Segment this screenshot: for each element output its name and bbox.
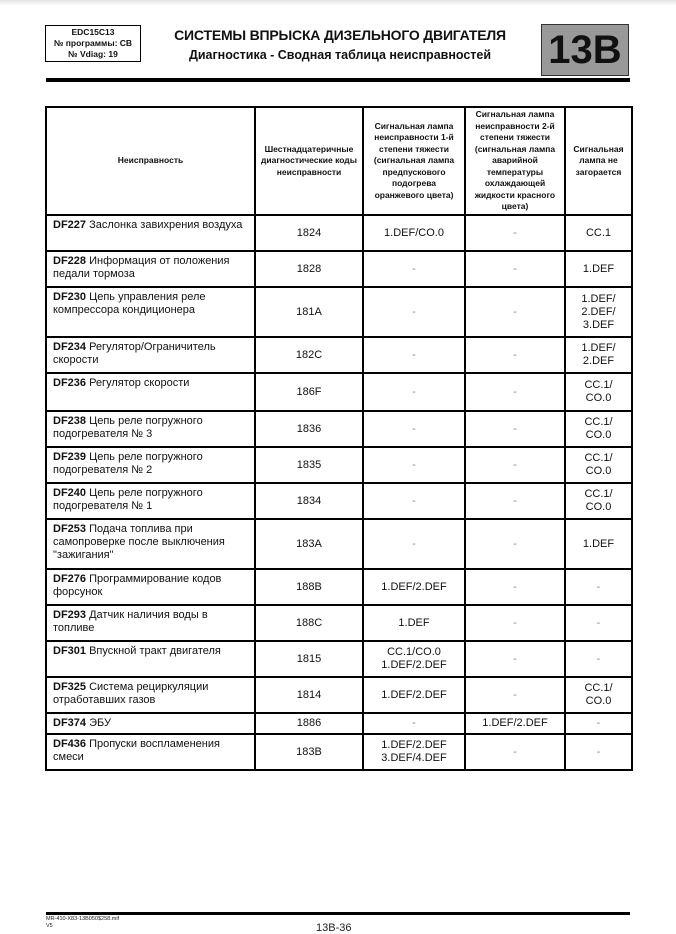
lamp-level2-cell: - bbox=[465, 641, 565, 677]
table-row bbox=[46, 215, 632, 251]
fault-summary-table bbox=[45, 106, 633, 771]
hex-code-cell: 1824 bbox=[255, 215, 363, 251]
no-lamp-cell: CC.1/ CO.0 bbox=[565, 677, 632, 713]
table-row bbox=[46, 251, 632, 287]
lamp-level1-cell: - bbox=[363, 373, 465, 411]
hex-code-cell: 182C bbox=[255, 337, 363, 373]
hex-code-cell: 1834 bbox=[255, 483, 363, 519]
lamp-level2-cell: - bbox=[465, 605, 565, 641]
fault-code: DF301 bbox=[53, 645, 87, 657]
lamp-level1-cell: - bbox=[363, 251, 465, 287]
lamp-level2-cell: 1.DEF/2.DEF bbox=[465, 713, 565, 734]
lamp-level1-cell: - bbox=[363, 447, 465, 483]
fault-code: DF228 bbox=[53, 255, 87, 267]
hex-code-cell: 1886 bbox=[255, 713, 363, 734]
header-divider bbox=[46, 78, 630, 82]
no-lamp-cell: CC.1/ CO.0 bbox=[565, 447, 632, 483]
lamp-level2-cell: - bbox=[465, 447, 565, 483]
hex-code-cell: 188B bbox=[255, 569, 363, 605]
fault-description: ЭБУ bbox=[86, 717, 111, 729]
fault-code: DF239 bbox=[53, 451, 87, 463]
table-row bbox=[46, 447, 632, 483]
lamp-level2-cell: - bbox=[465, 519, 565, 569]
no-lamp-cell: CC.1/ CO.0 bbox=[565, 373, 632, 411]
no-lamp-cell: - bbox=[565, 641, 632, 677]
no-lamp-cell: - bbox=[565, 605, 632, 641]
fault-cell bbox=[46, 677, 255, 713]
engine-label: EDC15C13 bbox=[71, 27, 115, 37]
fault-cell bbox=[46, 373, 255, 411]
hex-code-cell: 186F bbox=[255, 373, 363, 411]
lamp-level1-cell: - bbox=[363, 483, 465, 519]
lamp-level2-cell: - bbox=[465, 337, 565, 373]
table-row bbox=[46, 677, 632, 713]
lamp-level1-cell: - bbox=[363, 411, 465, 447]
fault-code: DF293 bbox=[53, 609, 87, 621]
table-row bbox=[46, 373, 632, 411]
fault-cell bbox=[46, 411, 255, 447]
no-lamp-cell: - bbox=[565, 713, 632, 734]
lamp-level2-cell: - bbox=[465, 677, 565, 713]
lamp-level1-cell: 1.DEF/CO.0 bbox=[363, 215, 465, 251]
table-row bbox=[46, 641, 632, 677]
fault-description: Цепь реле погружного подогревателя № 1 bbox=[53, 487, 203, 512]
program-number: № программы: CB bbox=[53, 38, 133, 48]
fault-description: Цепь реле погружного подогревателя № 2 bbox=[53, 451, 203, 476]
col-header-hex-code: Шестнадцатеричные диагностические коды неисправности bbox=[255, 107, 363, 215]
fault-code: DF230 bbox=[53, 291, 87, 303]
lamp-level1-cell: - bbox=[363, 287, 465, 337]
fault-description: Цепь реле погружного подогревателя № 3 bbox=[53, 415, 203, 440]
no-lamp-cell: 1.DEF bbox=[565, 251, 632, 287]
fault-description: Регулятор/Ограничитель скорости bbox=[53, 341, 216, 366]
fault-code: DF436 bbox=[53, 738, 87, 750]
lamp-level1-cell: - bbox=[363, 519, 465, 569]
fault-code: DF240 bbox=[53, 487, 87, 499]
fault-code: DF374 bbox=[53, 717, 87, 729]
table-row bbox=[46, 519, 632, 569]
fault-description: Цепь управления реле компрессора кондиционера bbox=[53, 291, 206, 316]
lamp-level2-cell: - bbox=[465, 569, 565, 605]
no-lamp-cell: - bbox=[565, 734, 632, 770]
page-top-shade bbox=[0, 0, 676, 6]
footer-version: V5 bbox=[46, 923, 53, 929]
fault-cell bbox=[46, 287, 255, 337]
fault-cell bbox=[46, 447, 255, 483]
fault-description: Программирование кодов форсунок bbox=[53, 573, 222, 598]
table-header-row bbox=[46, 107, 632, 215]
hex-code-cell: 1814 bbox=[255, 677, 363, 713]
vdiag-number: № Vdiag: 19 bbox=[68, 49, 118, 59]
lamp-level1-cell: CC.1/CO.0 1.DEF/2.DEF bbox=[363, 641, 465, 677]
page-number: 13B-36 bbox=[316, 922, 352, 934]
lamp-level2-cell: - bbox=[465, 215, 565, 251]
fault-description: Заслонка завихрения воздуха bbox=[86, 219, 243, 231]
lamp-level1-cell: - bbox=[363, 713, 465, 734]
no-lamp-cell: - bbox=[565, 569, 632, 605]
fault-description: Впускной тракт двигателя bbox=[86, 645, 221, 657]
fault-cell bbox=[46, 337, 255, 373]
fault-code: DF234 bbox=[53, 341, 87, 353]
table-row bbox=[46, 713, 632, 734]
table-row bbox=[46, 734, 632, 770]
table-row bbox=[46, 287, 632, 337]
footer-file-ref: MR-410-X83-13B050$258.mif bbox=[46, 916, 120, 922]
fault-description: Система рециркуляции отработавших газов bbox=[53, 681, 209, 706]
no-lamp-cell: 1.DEF/ 2.DEF/ 3.DEF bbox=[565, 287, 632, 337]
table-row bbox=[46, 483, 632, 519]
no-lamp-cell: CC.1/ CO.0 bbox=[565, 411, 632, 447]
fault-cell bbox=[46, 519, 255, 569]
col-header-lamp-level1: Сигнальная лампа неисправности 1-й степени тяжести (сигнальная лампа предпускового подогрева оранжевого цвета) bbox=[363, 107, 465, 215]
lamp-level2-cell: - bbox=[465, 411, 565, 447]
fault-cell bbox=[46, 734, 255, 770]
no-lamp-cell: CC.1/ CO.0 bbox=[565, 483, 632, 519]
hex-code-cell: 183B bbox=[255, 734, 363, 770]
fault-cell bbox=[46, 641, 255, 677]
page-title: СИСТЕМЫ ВПРЫСКА ДИЗЕЛЬНОГО ДВИГАТЕЛЯ bbox=[174, 27, 506, 43]
table-row bbox=[46, 605, 632, 641]
fault-description: Датчик наличия воды в топливе bbox=[53, 609, 208, 634]
lamp-level1-cell: - bbox=[363, 337, 465, 373]
lamp-level2-cell: - bbox=[465, 251, 565, 287]
table-row bbox=[46, 569, 632, 605]
fault-cell bbox=[46, 713, 255, 734]
col-header-lamp-level2: Сигнальная лампа неисправности 2-й степени тяжести (сигнальная лампа аварийной температуры охлаждающей жидкости красного цвета) bbox=[465, 107, 565, 215]
fault-description: Подача топлива при самопроверке после выключения "зажигания" bbox=[53, 523, 225, 561]
lamp-level1-cell: 1.DEF/2.DEF bbox=[363, 569, 465, 605]
fault-description: Информация от положения педали тормоза bbox=[53, 255, 230, 280]
lamp-level1-cell: 1.DEF/2.DEF 3.DEF/4.DEF bbox=[363, 734, 465, 770]
hex-code-cell: 1828 bbox=[255, 251, 363, 287]
no-lamp-cell: CC.1 bbox=[565, 215, 632, 251]
lamp-level1-cell: 1.DEF/2.DEF bbox=[363, 677, 465, 713]
fault-code: DF227 bbox=[53, 219, 87, 231]
table-body bbox=[46, 215, 632, 770]
fault-code: DF325 bbox=[53, 681, 87, 693]
col-header-fault: Неисправность bbox=[46, 107, 255, 215]
hex-code-cell: 183A bbox=[255, 519, 363, 569]
fault-code: DF276 bbox=[53, 573, 87, 585]
lamp-level2-cell: - bbox=[465, 373, 565, 411]
hex-code-cell: 1835 bbox=[255, 447, 363, 483]
hex-code-cell: 1815 bbox=[255, 641, 363, 677]
ecu-id-box bbox=[45, 25, 141, 62]
col-header-no-lamp: Сигнальная лампа не загорается bbox=[565, 107, 632, 215]
table-row bbox=[46, 411, 632, 447]
hex-code-cell: 181A bbox=[255, 287, 363, 337]
lamp-level1-cell: 1.DEF bbox=[363, 605, 465, 641]
fault-cell bbox=[46, 569, 255, 605]
fault-description: Пропуски воспламенения смеси bbox=[53, 738, 220, 763]
hex-code-cell: 1836 bbox=[255, 411, 363, 447]
hex-code-cell: 188C bbox=[255, 605, 363, 641]
fault-code: DF253 bbox=[53, 523, 87, 535]
page-subtitle: Диагностика - Сводная таблица неисправностей bbox=[188, 48, 492, 62]
lamp-level2-cell: - bbox=[465, 734, 565, 770]
fault-description: Регулятор скорости bbox=[86, 377, 190, 389]
fault-cell bbox=[46, 605, 255, 641]
fault-code: DF238 bbox=[53, 415, 87, 427]
section-badge: 13B bbox=[541, 24, 629, 76]
footer-divider bbox=[46, 912, 630, 915]
table-row bbox=[46, 337, 632, 373]
fault-cell bbox=[46, 483, 255, 519]
fault-cell bbox=[46, 215, 255, 251]
fault-cell bbox=[46, 251, 255, 287]
no-lamp-cell: 1.DEF bbox=[565, 519, 632, 569]
lamp-level2-cell: - bbox=[465, 483, 565, 519]
no-lamp-cell: 1.DEF/ 2.DEF bbox=[565, 337, 632, 373]
lamp-level2-cell: - bbox=[465, 287, 565, 337]
fault-code: DF236 bbox=[53, 377, 87, 389]
